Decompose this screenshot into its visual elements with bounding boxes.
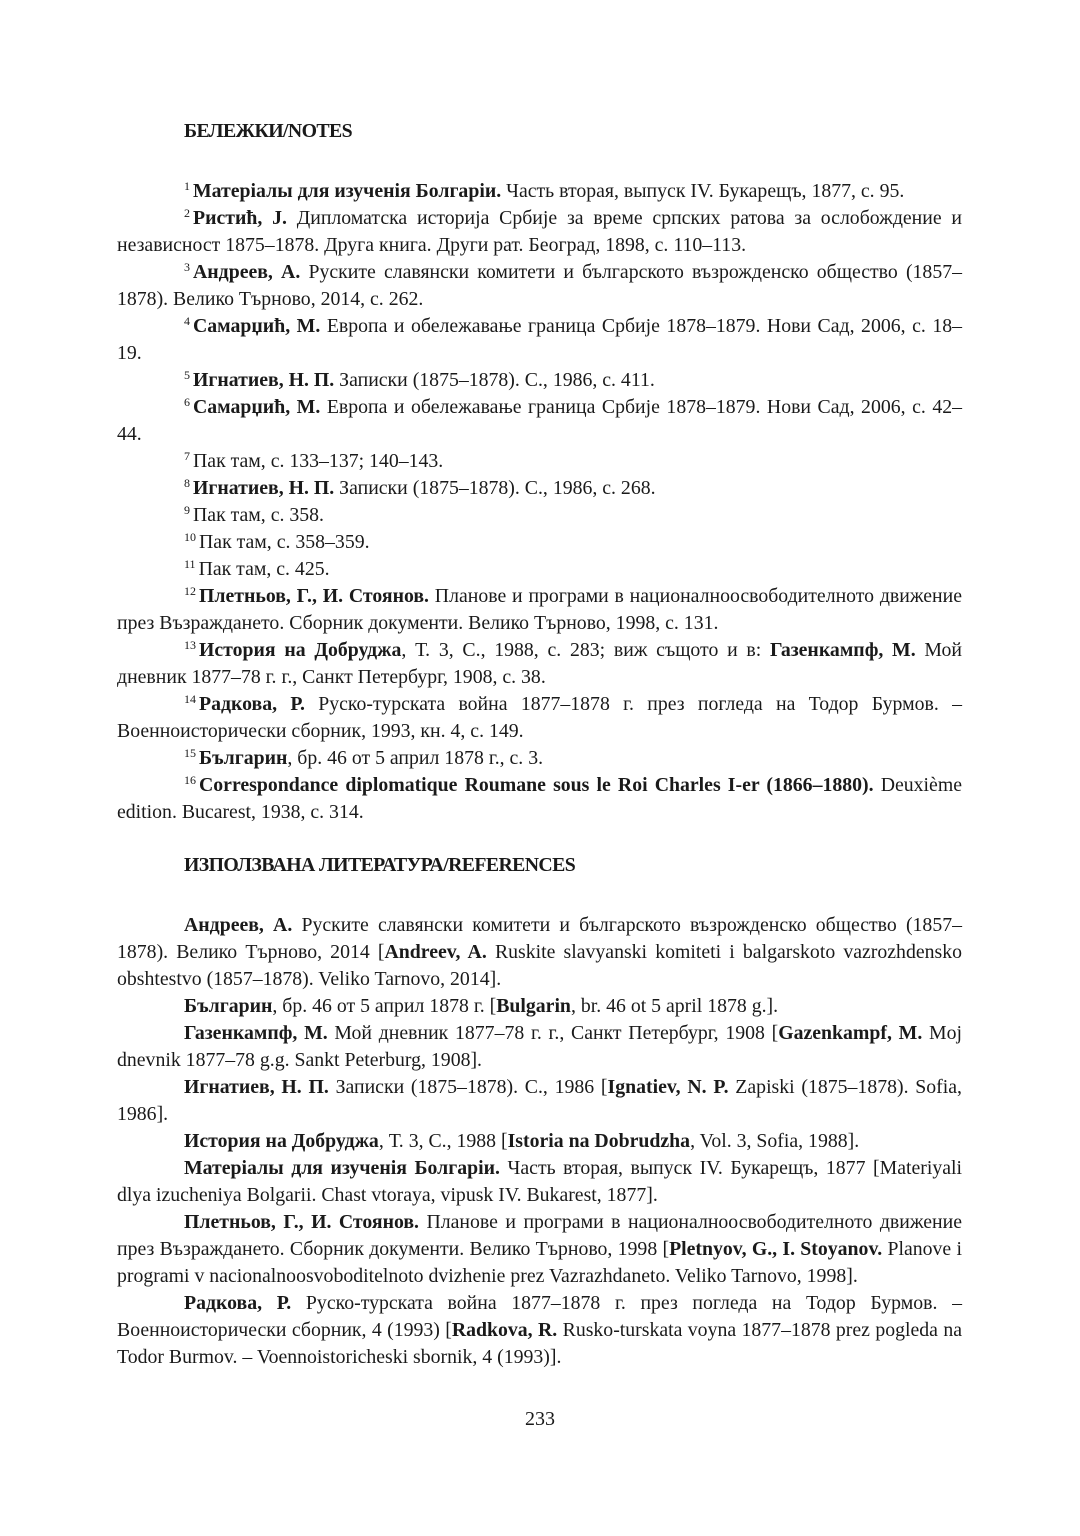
reference-author: Газенкампф, М. [184,1022,328,1044]
footnote-text: Записки (1875–1878). С., 1986, с. 411. [334,369,655,391]
reference-author-translit: Istoria na Dobrudzha [507,1130,691,1152]
reference-author: Българин [184,995,273,1017]
reference-item [117,912,962,993]
reference-text-translit: , br. 46 ot 5 april 1878 g.]. [570,995,779,1017]
footnote-number: 4 [184,314,190,328]
reference-text-translit: , Vol. 3, Sofia, 1988]. [690,1130,860,1152]
footnote-author: Игнатиев, Н. П. [193,477,335,499]
reference-item [117,1209,962,1290]
footnote-item [117,394,962,448]
footnote-item [117,502,962,529]
footnote-author: История на Добруджа [199,639,402,661]
footnote-text: Европа и обележавање граница Србије 1878–1879. Нови Сад, 2006, с. 42–44. [117,396,962,445]
footnote-item [117,745,962,772]
footnote-text: Дипломатска историја Србије за време српских ратова за ослобождение и независност 1875–1878. Друга книга. Други рат. Београд, 1898, с. 110–113. [117,207,962,256]
footnote-number: 15 [184,746,196,760]
reference-text: Записки (1875–1878). С., 1986 [ [328,1076,608,1098]
footnote-text: Пак там, с. 133–137; 140–143. [193,450,444,472]
reference-item [117,1290,962,1371]
footnote-author: Андреев, А. [193,261,301,283]
footnote-text: , Т. 3, С., 1988, с. 283; виж същото и в: [401,639,770,661]
references-heading: ИЗПОЛЗВАНА ЛИТЕРАТУРА/REFERENCES [184,854,576,876]
footnote-number: 6 [184,395,190,409]
footnote-item [117,205,962,259]
footnote-number: 9 [184,503,190,517]
footnote-author: Българин [199,747,288,769]
footnote-text: Руските славянски комитети и българското възрожденско общество (1857–1878). Велико Търново, 2014, с. 262. [117,261,962,310]
footnote-text: Пак там, с. 425. [198,558,330,580]
reference-text: , бр. 46 от 5 април 1878 г. [ [272,995,497,1017]
footnote-author: Correspondance diplomatique Roumane sous le Roi Charles I-er (1866–1880). [199,774,874,796]
footnote-author-secondary: Газенкампф, М. [769,639,916,661]
footnote-text: Планове и програми в националноосвободителното движение през Възраждането. Сборник документи. Велико Търново, 1998, с. 131. [117,585,962,634]
footnote-number: 14 [184,692,196,706]
reference-author-translit: Gazenkampf, M. [778,1022,923,1044]
reference-text: Часть вторая, выпуск IV. Букарещъ, 1877 [Materiyali dlya izucheniya Bolgarii. Chast vtoraya, vipusk IV. Bukarest, 1877]. [117,1157,962,1206]
footnote-number: 7 [184,449,190,463]
footnote-item [117,475,962,502]
footnote-text: Часть вторая, выпуск IV. Букарещъ, 1877, с. 95. [501,180,905,202]
footnote-number: 5 [184,368,190,382]
reference-author-translit: Pletnyov, G., I. Stoyanov. [669,1238,883,1260]
reference-text: Руско-турската война 1877–1878 г. през погледа на Тодор Бурмов. – Военноисторически сборник, 4 (1993) [ [117,1292,962,1341]
footnote-author: Игнатиев, Н. П. [193,369,335,391]
footnote-item [117,178,962,205]
footnote-number: 8 [184,476,190,490]
reference-text: , Т. 3, С., 1988 [ [378,1130,508,1152]
footnote-number: 2 [184,206,190,220]
footnote-author: Ристић, J. [193,207,287,229]
footnote-item [117,313,962,367]
footnote-number: 13 [184,638,196,652]
reference-author: Плетньов, Г., И. Стоянов. [184,1211,419,1233]
reference-item [117,1074,962,1128]
reference-author: Игнатиев, Н. П. [184,1076,329,1098]
footnote-text: Пак там, с. 358–359. [199,531,370,553]
footnote-text-secondary: Мой дневник 1877–78 г. г., Санкт Петербург, 1908, с. 38. [117,639,962,688]
footnote-text: Руско-турската война 1877–1878 г. през погледа на Тодор Бурмов. – Военноисторически сборник, 1993, кн. 4, с. 149. [117,693,962,742]
footnote-item [117,448,962,475]
footnote-text: , бр. 46 от 5 април 1878 г., с. 3. [287,747,544,769]
footnote-text: Deuxième edition. Bucarest, 1938, c. 314. [117,774,962,823]
reference-text-translit: Ruskite slavyanski komiteti i balgarskoto vazrozhdensko obshtestvo (1857–1878). Veliko Tarnovo, 2014]. [117,941,962,990]
reference-item [117,993,962,1020]
footnote-item [117,637,962,691]
footnote-number: 10 [184,530,196,544]
footnote-number: 11 [184,557,196,571]
reference-text-translit: Rusko-turskata voyna 1877–1878 prez pogleda na Todor Burmov. – Voennoistoricheski sbornik, 4 (1993)]. [117,1319,962,1368]
footnote-number: 3 [184,260,190,274]
reference-text-translit: Planove i programi v nacionalnoosvoboditelnoto dvizhenie prez Vazrazhdaneto. Veliko Tarnovo, 1998]. [117,1238,962,1287]
reference-text: Руските славянски комитети и българското възрожденско общество (1857–1878). Велико Търново, 2014 [ [117,914,962,963]
notes-list [117,178,962,826]
notes-heading: БЕЛЕЖКИ/NOTES [184,120,352,142]
footnote-author: Радкова, Р. [199,693,305,715]
footnote-item [117,583,962,637]
footnote-text: Европа и обележавање граница Србије 1878–1879. Нови Сад, 2006, с. 18–19. [117,315,962,364]
footnote-author: Самарџић, М. [193,315,321,337]
reference-item [117,1128,962,1155]
footnote-author: Плетньов, Г., И. Стоянов. [199,585,429,607]
references-list [117,912,962,1371]
footnote-number: 1 [184,179,190,193]
footnote-item [117,529,962,556]
reference-item [117,1155,962,1209]
footnote-text: Записки (1875–1878). С., 1986, с. 268. [334,477,656,499]
footnote-item [117,367,962,394]
reference-author-translit: Bulgarin [496,995,571,1017]
reference-author: Радкова, Р. [184,1292,292,1314]
footnote-number: 16 [184,773,196,787]
reference-text: Мой дневник 1877–78 г. г., Санкт Петербург, 1908 [ [327,1022,779,1044]
reference-text: Планове и програми в националноосвободителното движение през Възраждането. Сборник документи. Велико Търново, 1998 [ [117,1211,962,1260]
footnote-item [117,259,962,313]
reference-author-translit: Andreev, A. [384,941,487,963]
reference-author-translit: Radkova, R. [451,1319,558,1341]
footnote-author: Матеріалы для изученія Болгаріи. [193,180,502,202]
reference-item [117,1020,962,1074]
reference-author: История на Добруджа [184,1130,379,1152]
footnote-item [117,556,962,583]
reference-text-translit: Moj dnevnik 1877–78 g.g. Sankt Peterburg, 1908]. [117,1022,962,1071]
footnote-item [117,691,962,745]
footnote-number: 12 [184,584,196,598]
reference-author: Андреев, А. [184,914,293,936]
footnote-text: Пак там, с. 358. [193,504,324,526]
footnote-item [117,772,962,826]
page-content [117,118,962,1371]
reference-author: Матеріалы для изученія Болгаріи. [184,1157,500,1179]
reference-author-translit: Ignatiev, N. P. [607,1076,729,1098]
page-number: 233 [525,1408,555,1430]
reference-text-translit: Zapiski (1875–1878). Sofia, 1986]. [117,1076,962,1125]
footnote-author: Самарџић, М. [193,396,321,418]
